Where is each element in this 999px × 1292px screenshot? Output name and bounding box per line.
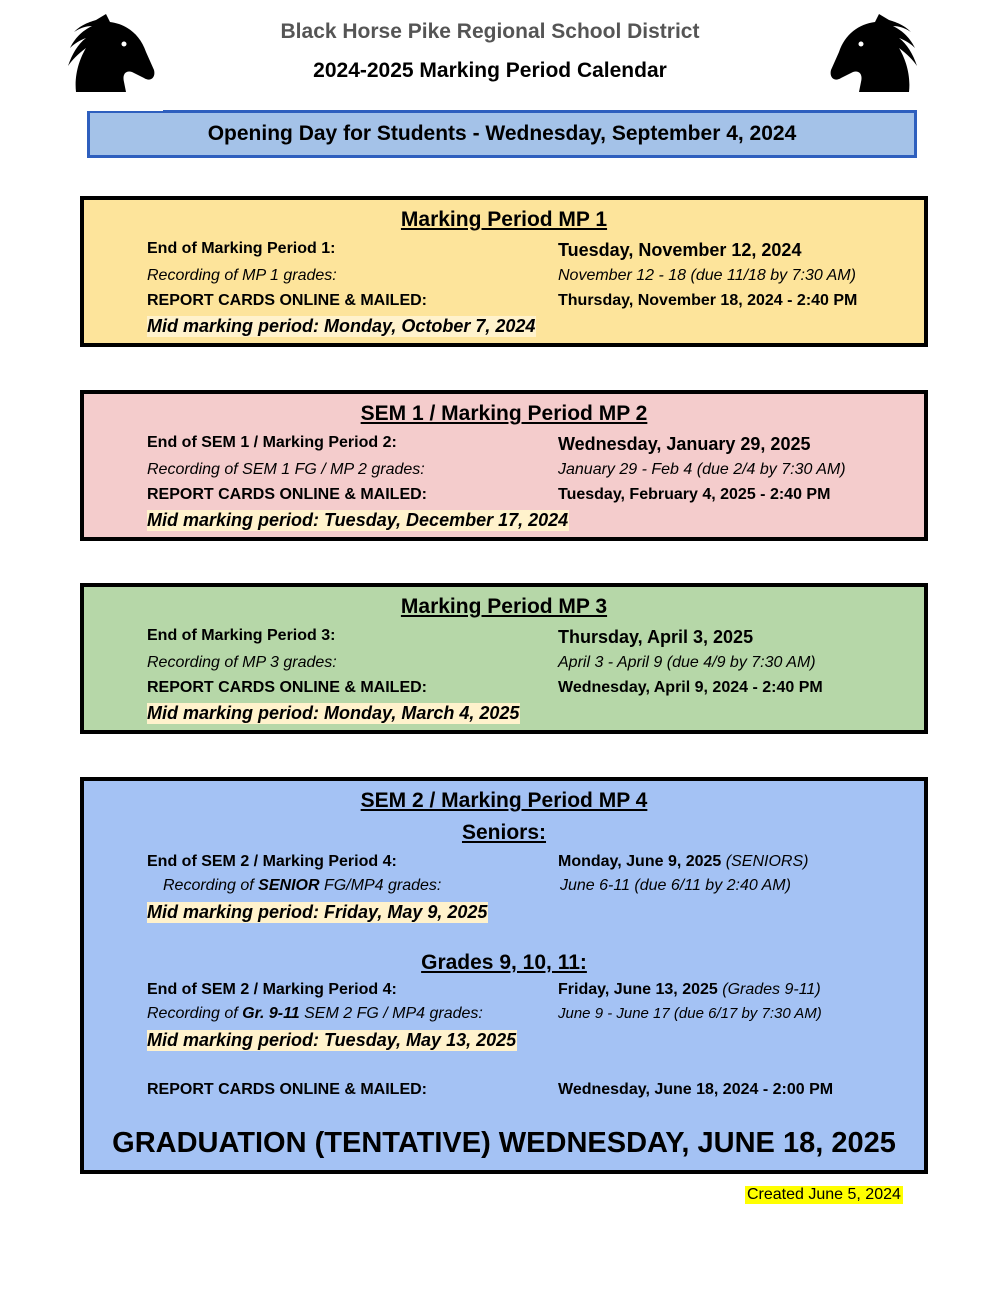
marking-period-3-box	[80, 583, 928, 734]
seniors-recording-value: June 6-11 (due 6/11 by 2:40 AM)	[560, 877, 791, 894]
mp4-report-value: Wednesday, June 18, 2024 - 2:00 PM	[558, 1081, 834, 1098]
mp4-title: SEM 2 / Marking Period MP 4	[360, 789, 648, 812]
mp2-mid-marking: Mid marking period: Tuesday, December 17, 2024	[147, 510, 569, 530]
mp1-recording-label: Recording of MP 1 grades:	[147, 267, 337, 284]
seniors-end-value-group	[558, 853, 808, 871]
seniors-end-label: End of SEM 2 / Marking Period 4:	[147, 853, 397, 870]
grades-end-value-group	[558, 981, 821, 999]
mp1-report-row	[147, 292, 927, 316]
grades-end-row	[147, 981, 927, 1005]
mp3-end-row	[147, 627, 927, 651]
seniors-end-note: (SENIORS)	[725, 853, 809, 870]
mp2-recording-value: January 29 - Feb 4 (due 2/4 by 7:30 AM)	[558, 461, 846, 478]
mp1-report-value: Thursday, November 18, 2024 - 2:40 PM	[558, 292, 858, 309]
mp2-report-row	[147, 486, 927, 510]
grades-recording-pre: Recording of	[147, 1005, 243, 1022]
seniors-recording-pre: Recording of	[163, 877, 259, 894]
marking-period-4-box	[80, 777, 928, 1174]
mp2-end-row	[147, 434, 927, 458]
banner-notch	[87, 106, 163, 111]
mp2-end-value: Wednesday, January 29, 2025	[558, 434, 811, 454]
mp4-report-label: REPORT CARDS ONLINE & MAILED:	[147, 1081, 427, 1098]
grades-mid-marking: Mid marking period: Tuesday, May 13, 2025	[147, 1030, 517, 1050]
seniors-heading: Seniors:	[461, 821, 547, 844]
marking-period-1-box	[80, 196, 928, 347]
seniors-end-value: Monday, June 9, 2025	[558, 853, 722, 870]
grades-recording-bold: Gr. 9-11	[242, 1005, 300, 1022]
mp1-mid-marking: Mid marking period: Monday, October 7, 2024	[147, 316, 536, 336]
mp1-title: Marking Period MP 1	[400, 208, 608, 231]
mp2-end-label: End of SEM 1 / Marking Period 2:	[147, 434, 397, 451]
mp4-report-row	[147, 1081, 927, 1105]
mp1-recording-row	[147, 267, 927, 291]
mp3-mid-marking: Mid marking period: Monday, March 4, 2025	[147, 703, 520, 723]
seniors-mid-marking: Mid marking period: Friday, May 9, 2025	[147, 902, 488, 922]
seniors-recording-post: FG/MP4 grades:	[319, 877, 442, 894]
mp2-title: SEM 1 / Marking Period MP 2	[360, 402, 648, 425]
created-date-note: Created June 5, 2024	[747, 1186, 901, 1203]
mp2-recording-row	[147, 461, 927, 485]
opening-day-banner: Opening Day for Students - Wednesday, September 4, 2024	[87, 110, 917, 158]
mp1-end-label: End of Marking Period 1:	[147, 240, 336, 257]
graduation-notice: GRADUATION (TENTATIVE) WEDNESDAY, JUNE 18, 2025	[112, 1127, 896, 1159]
seniors-end-row	[147, 853, 927, 877]
district-name: Black Horse Pike Regional School District	[280, 20, 700, 43]
grades-end-note: (Grades 9-11)	[722, 981, 821, 998]
grades-recording-post: SEM 2 FG / MP4 grades:	[299, 1005, 483, 1022]
mp1-report-label: REPORT CARDS ONLINE & MAILED:	[147, 292, 427, 309]
grades-end-value: Friday, June 13, 2025	[558, 981, 718, 998]
mp2-report-value: Tuesday, February 4, 2025 - 2:40 PM	[558, 486, 831, 503]
seniors-recording-label	[163, 877, 441, 895]
mp3-report-label: REPORT CARDS ONLINE & MAILED:	[147, 679, 427, 696]
mp3-title: Marking Period MP 3	[400, 595, 608, 618]
mp3-report-value: Wednesday, April 9, 2024 - 2:40 PM	[558, 679, 823, 696]
mp3-end-label: End of Marking Period 3:	[147, 627, 336, 644]
grades-end-label: End of SEM 2 / Marking Period 4:	[147, 981, 397, 998]
mp1-end-value: Tuesday, November 12, 2024	[558, 240, 802, 260]
mp2-report-label: REPORT CARDS ONLINE & MAILED:	[147, 486, 427, 503]
mp1-end-row	[147, 240, 927, 264]
seniors-recording-bold: SENIOR	[258, 877, 320, 894]
seniors-recording-row	[147, 877, 927, 901]
grades-recording-label	[147, 1005, 483, 1023]
mp2-recording-label: Recording of SEM 1 FG / MP 2 grades:	[147, 461, 425, 478]
grades-recording-row	[147, 1005, 927, 1029]
grades-heading: Grades 9, 10, 11:	[421, 951, 587, 974]
marking-period-2-box	[80, 390, 928, 541]
mp1-recording-value: November 12 - 18 (due 11/18 by 7:30 AM)	[558, 267, 856, 284]
mp3-recording-value: April 3 - April 9 (due 4/9 by 7:30 AM)	[558, 654, 816, 671]
grades-recording-value: June 9 - June 17 (due 6/17 by 7:30 AM)	[558, 1005, 822, 1022]
calendar-title: 2024-2025 Marking Period Calendar	[313, 59, 667, 82]
mp3-report-row	[147, 679, 927, 703]
mp3-end-value: Thursday, April 3, 2025	[558, 627, 754, 647]
mp3-recording-row	[147, 654, 927, 678]
mp3-recording-label: Recording of MP 3 grades:	[147, 654, 337, 671]
